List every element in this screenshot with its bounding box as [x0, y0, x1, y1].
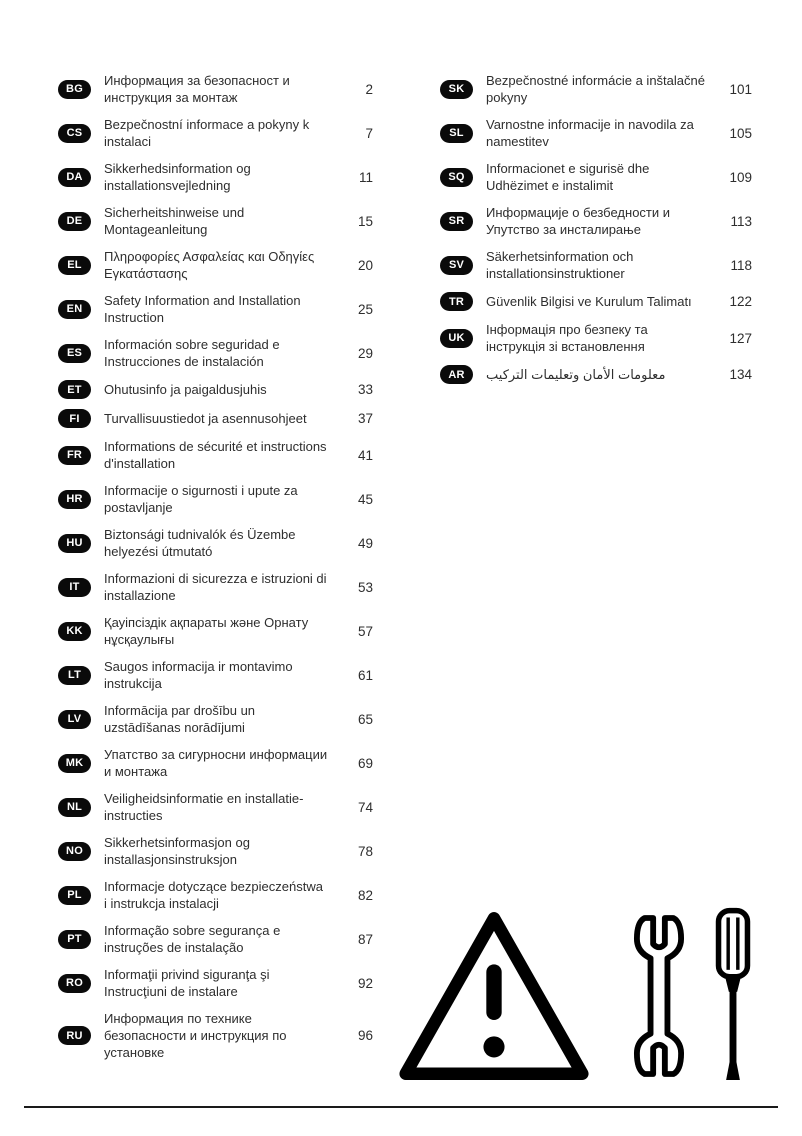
- toc-entry-tr: [440, 292, 752, 311]
- toc-entry-pl: [58, 878, 373, 912]
- entry-page-number: 33: [357, 382, 373, 397]
- toc-entry-kk: [58, 614, 373, 648]
- language-badge: NL: [58, 798, 91, 817]
- entry-page-number: 92: [357, 975, 373, 991]
- entry-page-number: 25: [357, 301, 373, 317]
- entry-page-number: 2: [365, 81, 373, 97]
- language-badge: LT: [58, 666, 91, 685]
- entry-page-number: 109: [729, 169, 752, 185]
- toc-entry-hr: [58, 482, 373, 516]
- entry-page-number: 53: [357, 579, 373, 595]
- entry-title: Sikkerhetsinformasjon og installasjonsinstruksjon: [104, 835, 250, 867]
- language-badge: CS: [58, 124, 91, 143]
- toc-entry-lv: [58, 702, 373, 736]
- toc-entry-sr: [440, 204, 752, 238]
- language-badge: AR: [440, 365, 473, 384]
- toc-entry-sl: [440, 116, 752, 150]
- language-badge: LV: [58, 710, 91, 729]
- toc-entry-cs: [58, 116, 373, 150]
- language-badge: PL: [58, 886, 91, 905]
- language-badge: SK: [440, 80, 473, 99]
- footer-rule: [24, 1106, 778, 1108]
- toc-entry-ru: [58, 1010, 373, 1061]
- entry-page-number: 113: [730, 213, 752, 229]
- entry-page-number: 118: [730, 257, 752, 273]
- entry-title: Informacije o sigurnosti i upute za postavljanje: [104, 483, 298, 515]
- language-badge: ES: [58, 344, 91, 363]
- entry-title: Упатство за сигурносни информации и монтажа: [104, 747, 328, 779]
- language-badge: HU: [58, 534, 91, 553]
- toc-entry-de: [58, 204, 373, 238]
- entry-page-number: 87: [357, 931, 373, 947]
- entry-title: Bezpečnostní informace a pokyny k instalaci: [104, 117, 310, 149]
- language-badge: UK: [440, 329, 473, 348]
- toc-entry-hu: [58, 526, 373, 560]
- language-badge: FR: [58, 446, 91, 465]
- entry-title: Varnostne informacije in navodila za namestitev: [486, 117, 694, 149]
- language-badge: DA: [58, 168, 91, 187]
- entry-page-number: 29: [357, 345, 373, 361]
- language-badge: SQ: [440, 168, 473, 187]
- entry-page-number: 37: [357, 411, 373, 426]
- entry-title: Πληροφορίες Ασφαλείας και Οδηγίες Εγκατάστασης: [104, 249, 315, 281]
- toc-entry-no: [58, 834, 373, 868]
- entry-title: Información sobre seguridad e Instrucciones de instalación: [104, 337, 280, 369]
- toc-entry-da: [58, 160, 373, 194]
- entry-page-number: 61: [357, 667, 373, 683]
- entry-title: Saugos informacija ir montavimo instrukcija: [104, 659, 293, 691]
- entry-title: Informacionet e sigurisë dhe Udhëzimet e instalimit: [486, 161, 650, 193]
- language-badge: IT: [58, 578, 91, 597]
- entry-page-number: 57: [357, 623, 373, 639]
- language-badge: TR: [440, 292, 473, 311]
- screwdriver-icon: [702, 902, 764, 1090]
- entry-title: Informação sobre segurança e instruções de instalação: [104, 923, 281, 955]
- language-badge: RO: [58, 974, 91, 993]
- entry-title: Safety Information and Installation Instruction: [104, 293, 301, 325]
- entry-title: Қауіпсіздік ақпараты және Орнату нұсқаулығы: [104, 615, 309, 647]
- entry-page-number: 74: [357, 799, 373, 815]
- warning-triangle-icon: [398, 898, 590, 1094]
- entry-page-number: 127: [729, 330, 752, 346]
- entry-title: Biztonsági tudnivalók és Üzembe helyezési útmutató: [104, 527, 296, 559]
- entry-title: Informazioni di sicurezza e istruzioni di installazione: [104, 571, 327, 603]
- language-badge: HR: [58, 490, 91, 509]
- language-badge: FI: [58, 409, 91, 428]
- toc-entry-sk: [440, 72, 752, 106]
- entry-title: Informaţii privind siguranţa şi Instrucţiuni de instalare: [104, 967, 270, 999]
- toc-entry-sv: [440, 248, 752, 282]
- language-badge: DE: [58, 212, 91, 231]
- wrench-icon: [620, 902, 698, 1090]
- entry-page-number: 101: [729, 81, 752, 97]
- entry-title: Информация по технике безопасности и инструкция по установке: [104, 1011, 287, 1060]
- entry-page-number: 134: [729, 367, 752, 382]
- toc-entry-ar: [440, 365, 752, 384]
- toc-entry-nl: [58, 790, 373, 824]
- entry-page-number: 78: [357, 843, 373, 859]
- language-badge: RU: [58, 1026, 91, 1045]
- language-badge: NO: [58, 842, 91, 861]
- toc-entry-bg: [58, 72, 373, 106]
- toc-entry-pt: [58, 922, 373, 956]
- entry-page-number: 15: [357, 213, 373, 229]
- language-badge: SR: [440, 212, 473, 231]
- entry-page-number: 82: [357, 887, 373, 903]
- entry-title: Інформація про безпеку та інструкція зі встановлення: [486, 322, 648, 354]
- toc-column-left: [58, 72, 373, 1061]
- entry-page-number: 69: [357, 755, 373, 771]
- entry-page-number: 65: [357, 711, 373, 727]
- toc-entry-fr: [58, 438, 373, 472]
- entry-page-number: 20: [357, 257, 373, 273]
- toc-entry-it: [58, 570, 373, 604]
- toc-entry-et: [58, 380, 373, 399]
- entry-page-number: 11: [358, 169, 373, 185]
- toc-entry-sq: [440, 160, 752, 194]
- language-badge: MK: [58, 754, 91, 773]
- entry-title: معلومات الأمان وتعليمات التركيب: [486, 367, 666, 382]
- entry-title: Güvenlik Bilgisi ve Kurulum Talimatı: [486, 294, 692, 309]
- toc-column-right: [440, 72, 752, 384]
- entry-title: Säkerhetsinformation och installationsinstruktioner: [486, 249, 634, 281]
- language-badge: SL: [440, 124, 473, 143]
- entry-page-number: 122: [729, 294, 752, 309]
- entry-title: Информация за безопасност и инструкция за монтаж: [104, 73, 290, 105]
- language-badge: PT: [58, 930, 91, 949]
- entry-title: Ohutusinfo ja paigaldusjuhis: [104, 382, 267, 397]
- language-badge: EN: [58, 300, 91, 319]
- entry-page-number: 45: [357, 491, 373, 507]
- entry-title: Информације о безбедности и Упутство за инсталирање: [486, 205, 671, 237]
- toc-entry-fi: [58, 409, 373, 428]
- entry-page-number: 105: [729, 125, 752, 141]
- entry-page-number: 96: [357, 1028, 373, 1043]
- toc-entry-uk: [440, 321, 752, 355]
- toc-entry-es: [58, 336, 373, 370]
- entry-title: Sikkerhedsinformation og installationsvejledning: [104, 161, 251, 193]
- toc-entry-en: [58, 292, 373, 326]
- entry-page-number: 41: [357, 447, 373, 463]
- entry-page-number: 7: [365, 125, 373, 141]
- language-badge: SV: [440, 256, 473, 275]
- language-badge: KK: [58, 622, 91, 641]
- language-badge: ET: [58, 380, 91, 399]
- entry-title: Turvallisuustiedot ja asennusohjeet: [104, 411, 307, 426]
- entry-title: Informācija par drošību un uzstādīšanas norādījumi: [104, 703, 256, 735]
- entry-title: Informacje dotyczące bezpieczeństwa i instrukcja instalacji: [104, 879, 323, 911]
- entry-title: Informations de sécurité et instructions d'installation: [104, 439, 327, 471]
- language-badge: BG: [58, 80, 91, 99]
- entry-page-number: 49: [357, 535, 373, 551]
- entry-title: Sicherheitshinweise und Montageanleitung: [104, 205, 245, 237]
- language-badge: EL: [58, 256, 91, 275]
- toc-entry-mk: [58, 746, 373, 780]
- entry-title: Bezpečnostné informácie a inštalačné pokyny: [486, 73, 705, 105]
- entry-title: Veiligheidsinformatie en installatie-instructies: [104, 791, 304, 823]
- toc-entry-el: [58, 248, 373, 282]
- toc-entry-ro: [58, 966, 373, 1000]
- toc-entry-lt: [58, 658, 373, 692]
